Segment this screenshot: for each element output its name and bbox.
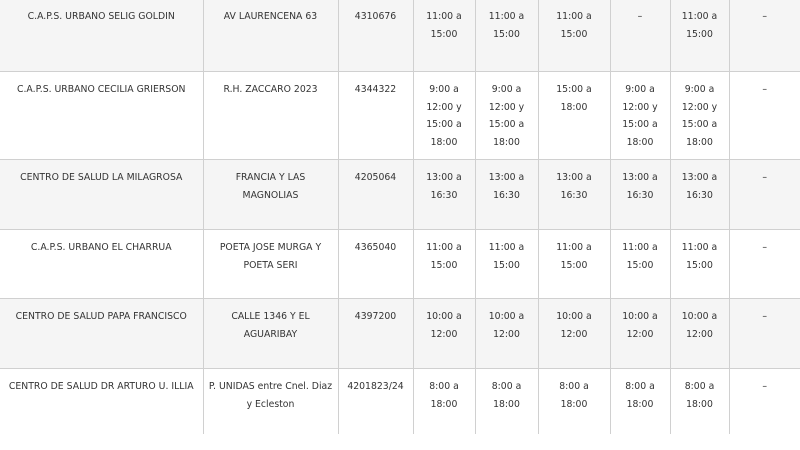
schedule-cell (413, 160, 475, 230)
schedule-cell (729, 0, 800, 72)
center-name-cell: CENTRO DE SALUD DR ARTURO U. ILLIA (0, 369, 203, 435)
schedule-cell (538, 230, 610, 299)
schedule-cell (729, 369, 800, 435)
schedule-cell (475, 230, 538, 299)
schedule-line: 11:00 a (556, 242, 592, 253)
schedule-cell (670, 0, 729, 72)
schedule-cell (413, 230, 475, 299)
schedule-line: 9:00 a (429, 84, 459, 95)
schedule-cell (475, 0, 538, 72)
schedule-line: 11:00 a (488, 242, 525, 253)
schedule-cell (729, 160, 800, 230)
schedule-line: 18:00 (493, 136, 520, 148)
center-name-cell: C.A.P.S. URBANO SELIG GOLDIN (0, 0, 203, 72)
schedule-cell (538, 369, 610, 435)
schedule-line: 16:30 (626, 189, 654, 201)
schedule-cell (670, 160, 729, 230)
schedule-line: 11:00 a (426, 242, 462, 253)
schedule-cell (475, 160, 538, 230)
table-row (0, 0, 800, 72)
schedule-line: 10:00 a (556, 311, 592, 322)
schedule-line: 8:00 a (684, 381, 715, 392)
schedule-line: 13:00 a (556, 172, 592, 183)
schedule-line: 10:00 a (488, 311, 525, 322)
schedule-line: 13:00 a (426, 172, 462, 183)
schedule-cell (538, 299, 610, 369)
schedule-cell (538, 0, 610, 72)
schedule-line: 15:00 (430, 28, 458, 40)
schedule-line: 8:00 a (559, 381, 589, 392)
phone-cell: 4201823/24 (338, 369, 413, 435)
schedule-line: – (762, 84, 768, 95)
schedule-line: 18:00 (686, 398, 713, 410)
table-row (0, 72, 800, 160)
schedule-line: – (762, 381, 768, 392)
schedule-line: 18:00 (686, 136, 713, 148)
address-cell: P. UNIDAS entre Cnel. Diaz y Ecleston (203, 369, 338, 435)
schedule-line: 11:00 a (622, 242, 658, 253)
schedule-line: 12:00 y (426, 101, 462, 113)
schedule-line: 15:00 (493, 259, 520, 271)
schedule-line: 15:00 (493, 28, 520, 40)
schedule-line: 16:30 (430, 189, 458, 201)
schedule-line: 8:00 a (491, 381, 522, 392)
schedule-line: 18:00 (430, 136, 458, 148)
address-cell: AV LAURENCENA 63 (203, 0, 338, 72)
center-name-cell: C.A.P.S. URBANO CECILIA GRIERSON (0, 72, 203, 160)
schedule-line: 18:00 (560, 398, 588, 410)
table-row (0, 160, 800, 230)
schedule-line: 15:00 (430, 259, 458, 271)
schedule-line: 18:00 (626, 398, 654, 410)
schedule-line: 18:00 (493, 398, 520, 410)
table-row (0, 230, 800, 299)
phone-cell: 4397200 (338, 299, 413, 369)
address-cell: FRANCIA Y LAS MAGNOLIAS (203, 160, 338, 230)
schedule-line: 15:00 a (622, 119, 658, 131)
schedule-cell (538, 72, 610, 160)
schedule-line: 18:00 (626, 136, 654, 148)
schedule-line: – (637, 11, 643, 22)
schedule-line: 12:00 (430, 328, 458, 340)
schedule-cell (413, 72, 475, 160)
schedule-line: 12:00 (626, 328, 654, 340)
schedule-line: 9:00 a (684, 84, 715, 95)
schedule-line: 15:00 a (426, 119, 462, 131)
schedule-cell (729, 230, 800, 299)
phone-cell: 4205064 (338, 160, 413, 230)
schedule-line: – (762, 172, 768, 183)
schedule-line: 15:00 a (681, 119, 718, 131)
schedule-cell (670, 299, 729, 369)
schedule-cell (729, 299, 800, 369)
schedule-line: 12:00 (560, 328, 588, 340)
table-row (0, 369, 800, 435)
schedule-line: 11:00 a (681, 11, 718, 22)
phone-cell: 4365040 (338, 230, 413, 299)
schedule-line: 9:00 a (491, 84, 522, 95)
schedule-cell (610, 299, 670, 369)
table-row (0, 299, 800, 369)
schedule-line: 12:00 y (488, 101, 525, 113)
schedule-line: 13:00 a (681, 172, 718, 183)
schedule-cell (538, 160, 610, 230)
schedule-line: 15:00 (626, 259, 654, 271)
schedule-line: 16:30 (493, 189, 520, 201)
schedule-line: 16:30 (560, 189, 588, 201)
address-cell: POETA JOSE MURGA Y POETA SERI (203, 230, 338, 299)
schedule-line: 12:00 y (622, 101, 658, 113)
schedule-cell (610, 369, 670, 435)
schedule-line: 15:00 a (556, 84, 592, 95)
phone-cell: 4310676 (338, 0, 413, 72)
schedule-cell (610, 160, 670, 230)
center-name-cell: CENTRO DE SALUD LA MILAGROSA (0, 160, 203, 230)
address-cell: CALLE 1346 Y EL AGUARIBAY (203, 299, 338, 369)
schedule-line: 13:00 a (622, 172, 658, 183)
schedule-line: 10:00 a (622, 311, 658, 322)
schedule-cell (610, 72, 670, 160)
schedule-cell (475, 299, 538, 369)
schedule-cell (610, 230, 670, 299)
schedule-line: 18:00 (430, 398, 458, 410)
schedule-line: 12:00 (686, 328, 713, 340)
schedule-line: 15:00 (686, 259, 713, 271)
schedule-line: 12:00 (493, 328, 520, 340)
schedule-cell (670, 369, 729, 435)
schedule-cell (729, 72, 800, 160)
schedule-line: 16:30 (686, 189, 713, 201)
schedule-line: 11:00 a (556, 11, 592, 22)
schedule-cell (670, 72, 729, 160)
schedule-line: 12:00 y (681, 101, 718, 113)
schedule-cell (610, 0, 670, 72)
schedule-cell (670, 230, 729, 299)
schedule-line: – (762, 311, 768, 322)
schedule-line: 18:00 (560, 101, 588, 113)
schedule-cell (475, 369, 538, 435)
schedule-line: 11:00 a (681, 242, 718, 253)
schedule-cell (413, 369, 475, 435)
schedule-line: 9:00 a (625, 84, 655, 95)
schedule-cell (475, 72, 538, 160)
center-name-cell: CENTRO DE SALUD PAPA FRANCISCO (0, 299, 203, 369)
schedule-line: – (762, 242, 768, 253)
address-cell: R.H. ZACCARO 2023 (203, 72, 338, 160)
schedule-line: – (762, 11, 768, 22)
schedule-line: 15:00 a (488, 119, 525, 131)
schedule-line: 10:00 a (681, 311, 718, 322)
schedule-cell (413, 0, 475, 72)
schedule-cell (413, 299, 475, 369)
schedule-line: 15:00 (560, 259, 588, 271)
schedule-line: 11:00 a (488, 11, 525, 22)
schedule-line: 10:00 a (426, 311, 462, 322)
schedule-line: 11:00 a (426, 11, 462, 22)
center-name-cell: C.A.P.S. URBANO EL CHARRUA (0, 230, 203, 299)
schedule-line: 8:00 a (625, 381, 655, 392)
schedule-line: 15:00 (686, 28, 713, 40)
schedule-line: 13:00 a (488, 172, 525, 183)
schedule-line: 15:00 (560, 28, 588, 40)
phone-cell: 4344322 (338, 72, 413, 160)
schedule-line: 8:00 a (429, 381, 459, 392)
